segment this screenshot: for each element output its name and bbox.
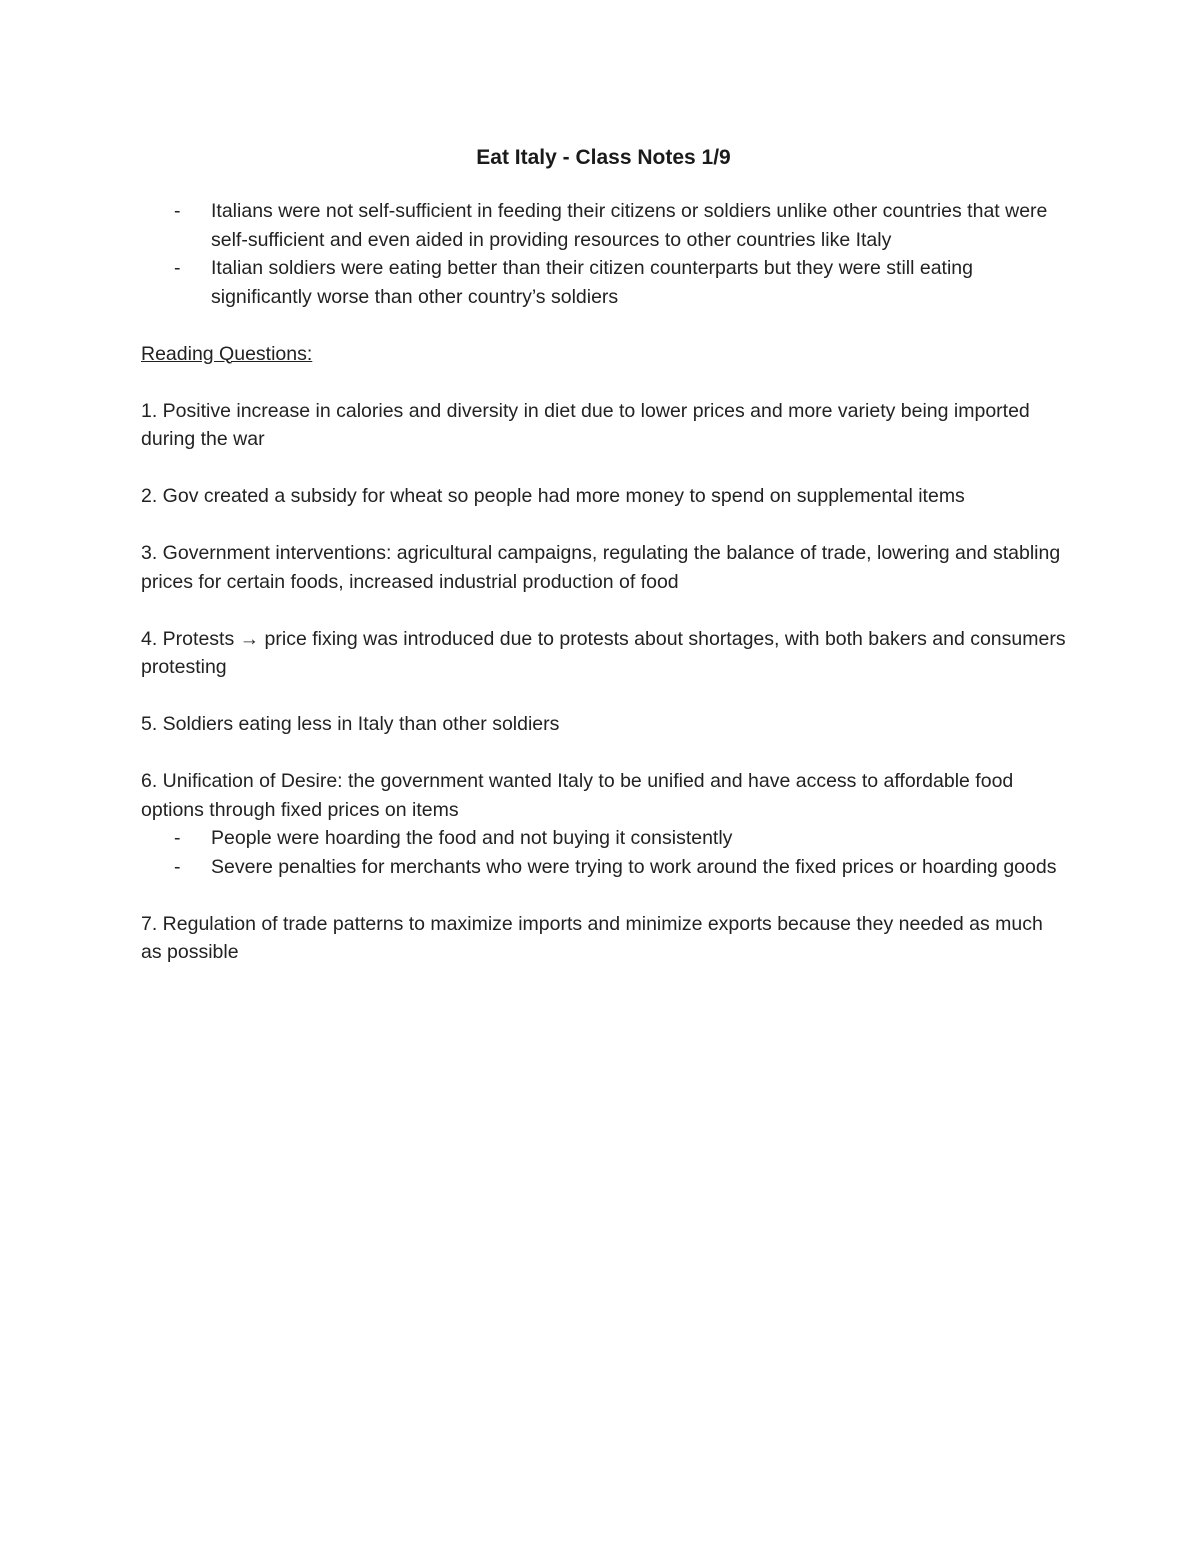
spacer: [141, 511, 1066, 540]
intro-bullet-list: [141, 197, 1066, 311]
answer-2: 2. Gov created a subsidy for wheat so people had more money to spend on supplemental items: [141, 485, 965, 507]
answer-7: 7. Regulation of trade patterns to maximize imports and minimize exports because they needed as much as possible: [141, 912, 1043, 963]
spacer: [141, 682, 1066, 711]
page-title: Eat Italy - Class Notes 1/9: [476, 146, 731, 169]
spacer: [141, 368, 1066, 397]
bullet-dash: -: [174, 200, 181, 222]
list-item: [141, 853, 1066, 882]
answer-3: 3. Government interventions: agricultural campaigns, regulating the balance of trade, lowering and stabling prices for certain foods, increased industrial production of food: [141, 542, 1061, 593]
answer-1: 1. Positive increase in calories and diversity in diet due to lower prices and more variety being imported during the war: [141, 399, 1030, 450]
spacer: [141, 596, 1066, 625]
section-heading: Reading Questions:: [141, 342, 313, 365]
bullet-dash: -: [174, 257, 181, 279]
answer-5: 5. Soldiers eating less in Italy than other soldiers: [141, 713, 560, 735]
spacer: [141, 454, 1066, 483]
bullet-text: People were hoarding the food and not buying it consistently: [211, 827, 733, 849]
spacer: [141, 311, 1066, 340]
answer-6: 6. Unification of Desire: the government wanted Italy to be unified and have access to affordable food options through fixed prices on items: [141, 770, 1014, 821]
answer-4: 4. Protests → price fixing was introduced due to protests about shortages, with both bakers and consumers protesting: [141, 627, 1066, 678]
bullet-dash: -: [174, 827, 181, 849]
spacer: [141, 739, 1066, 768]
answer-6-bullet-list: [141, 824, 1066, 881]
bullet-dash: -: [174, 855, 181, 878]
list-item: [141, 197, 1066, 254]
bullet-text: Italians were not self-sufficient in feeding their citizens or soldiers unlike other countries that were self-sufficient and even aided in providing resources to other countries like Italy: [211, 200, 1048, 251]
spacer: [141, 881, 1066, 910]
list-item: [141, 824, 1066, 853]
document-page: [141, 140, 1066, 967]
list-item: [141, 254, 1066, 311]
bullet-text: Severe penalties for merchants who were trying to work around the fixed prices or hoarding goods: [211, 855, 1057, 878]
bullet-text: Italian soldiers were eating better than their citizen counterparts but they were still eating significantly worse than other country’s soldiers: [211, 257, 973, 308]
